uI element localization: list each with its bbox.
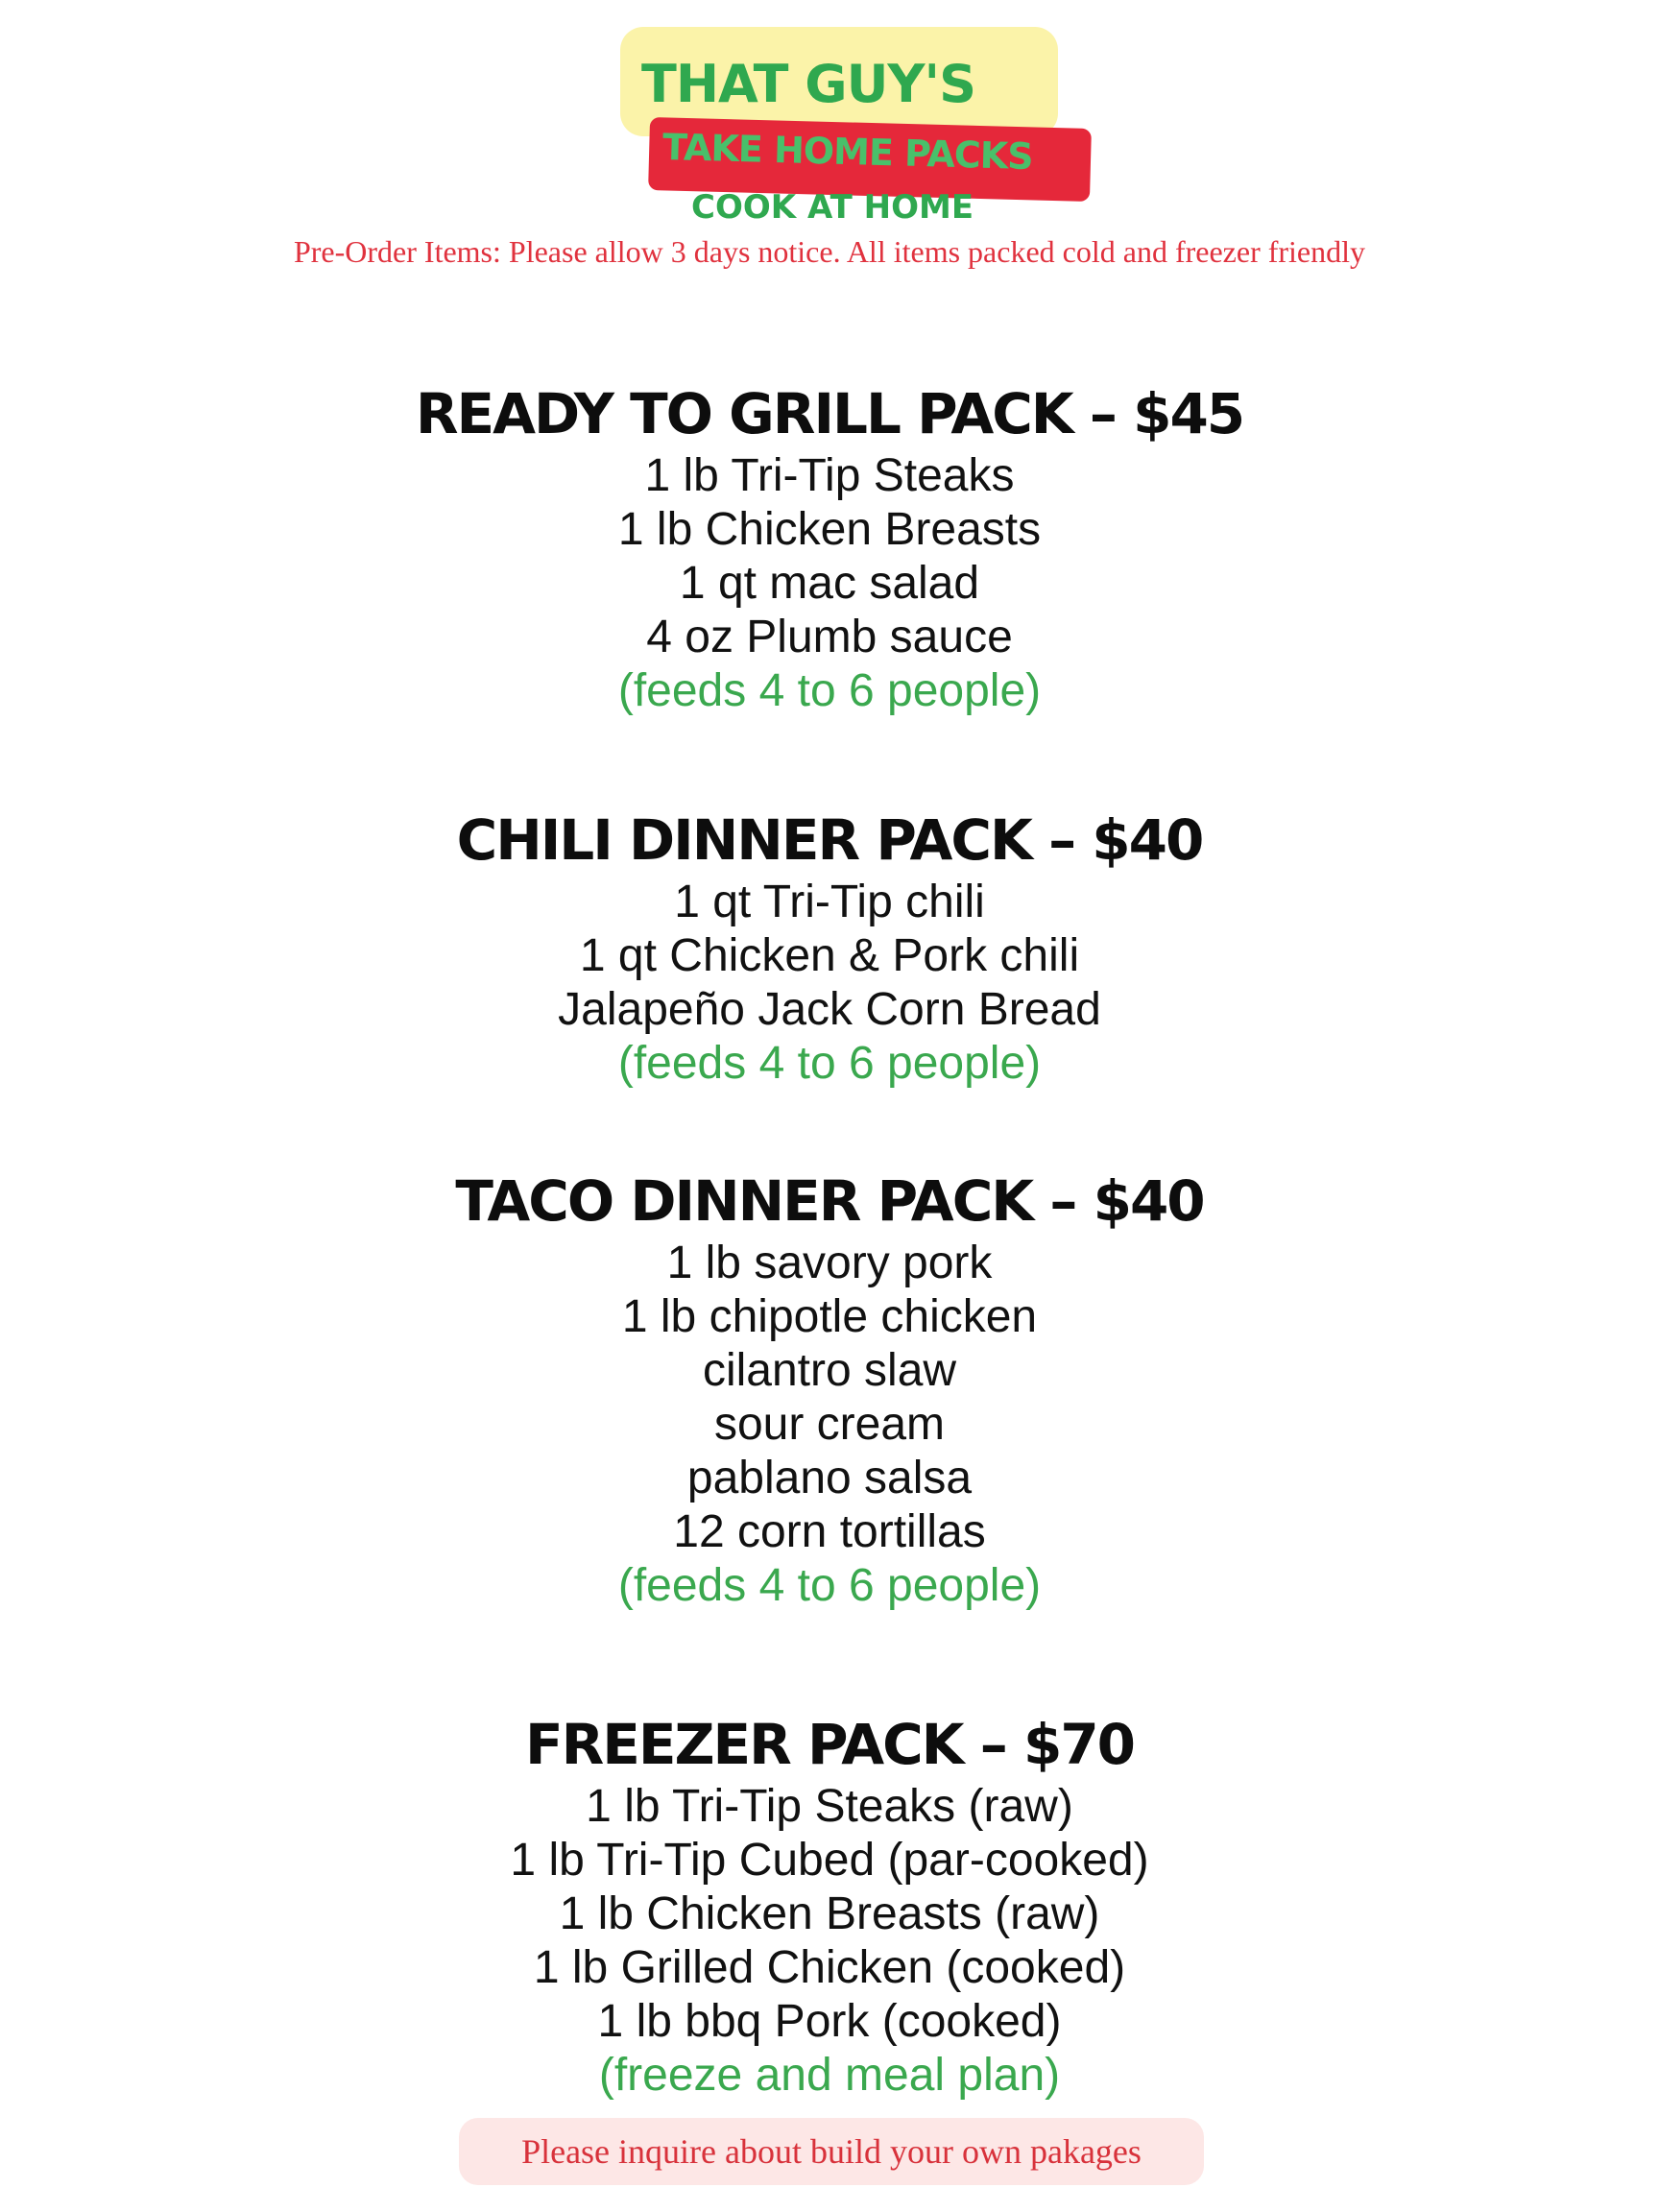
pack-list (0, 378, 1659, 2103)
pack-item: 1 qt Chicken & Pork chili (579, 930, 1080, 981)
logo-subtitle: TAKE HOME PACKS (661, 125, 1034, 179)
pack-item: 1 lb chipotle chicken (621, 1291, 1038, 1342)
logo-title: THAT GUY'S (641, 54, 975, 114)
pack-item: 1 lb savory pork (666, 1238, 993, 1288)
pack-item: 1 lb Tri-Tip Steaks (644, 450, 1015, 501)
pack-title: READY TO GRILL PACK – $45 (415, 381, 1244, 446)
pack-item: pablano salsa (686, 1453, 973, 1503)
pack-item: cilantro slaw (702, 1345, 957, 1396)
pack-item: 1 qt mac salad (679, 558, 980, 609)
pack-item: 1 lb Chicken Breasts (raw) (559, 1888, 1100, 1939)
pack-item: 1 lb Grilled Chicken (cooked) (533, 1942, 1126, 1993)
pack-item: Jalapeño Jack Corn Bread (558, 984, 1101, 1035)
preorder-notice: Pre-Order Items: Please allow 3 days notice. All items packed cold and freezer friendly (293, 234, 1366, 269)
pack-item: 4 oz Plumb sauce (646, 612, 1013, 662)
pack-title: TACO DINNER PACK – $40 (455, 1168, 1204, 1234)
logo-tagline: COOK AT HOME (691, 188, 974, 227)
pack-serving-note: (freeze and meal plan) (598, 2050, 1061, 2101)
pack-item: 12 corn tortillas (673, 1506, 986, 1557)
pack-serving-note: (feeds 4 to 6 people) (617, 665, 1042, 716)
pack-serving-note: (feeds 4 to 6 people) (617, 1038, 1042, 1089)
pack-item: 1 lb bbq Pork (cooked) (597, 1996, 1062, 2047)
pack-title: FREEZER PACK – $70 (524, 1712, 1135, 1777)
pack-item: sour cream (713, 1399, 946, 1450)
pack-item: 1 lb Tri-Tip Steaks (raw) (586, 1781, 1073, 1832)
pack-item: 1 lb Chicken Breasts (617, 504, 1042, 555)
pack-ready-to-grill (0, 378, 1659, 718)
pack-item: 1 qt Tri-Tip chili (674, 877, 985, 927)
pack-item: 1 lb Tri-Tip Cubed (par-cooked) (510, 1835, 1149, 1886)
build-your-own-notice: Please inquire about build your own pakages (459, 2118, 1204, 2185)
pack-title: CHILI DINNER PACK – $40 (456, 807, 1203, 873)
pack-chili-dinner (0, 805, 1659, 1091)
pack-freezer (0, 1709, 1659, 2103)
pack-taco-dinner (0, 1166, 1659, 1613)
brand-logo (614, 25, 1094, 231)
pack-serving-note: (feeds 4 to 6 people) (617, 1560, 1042, 1611)
